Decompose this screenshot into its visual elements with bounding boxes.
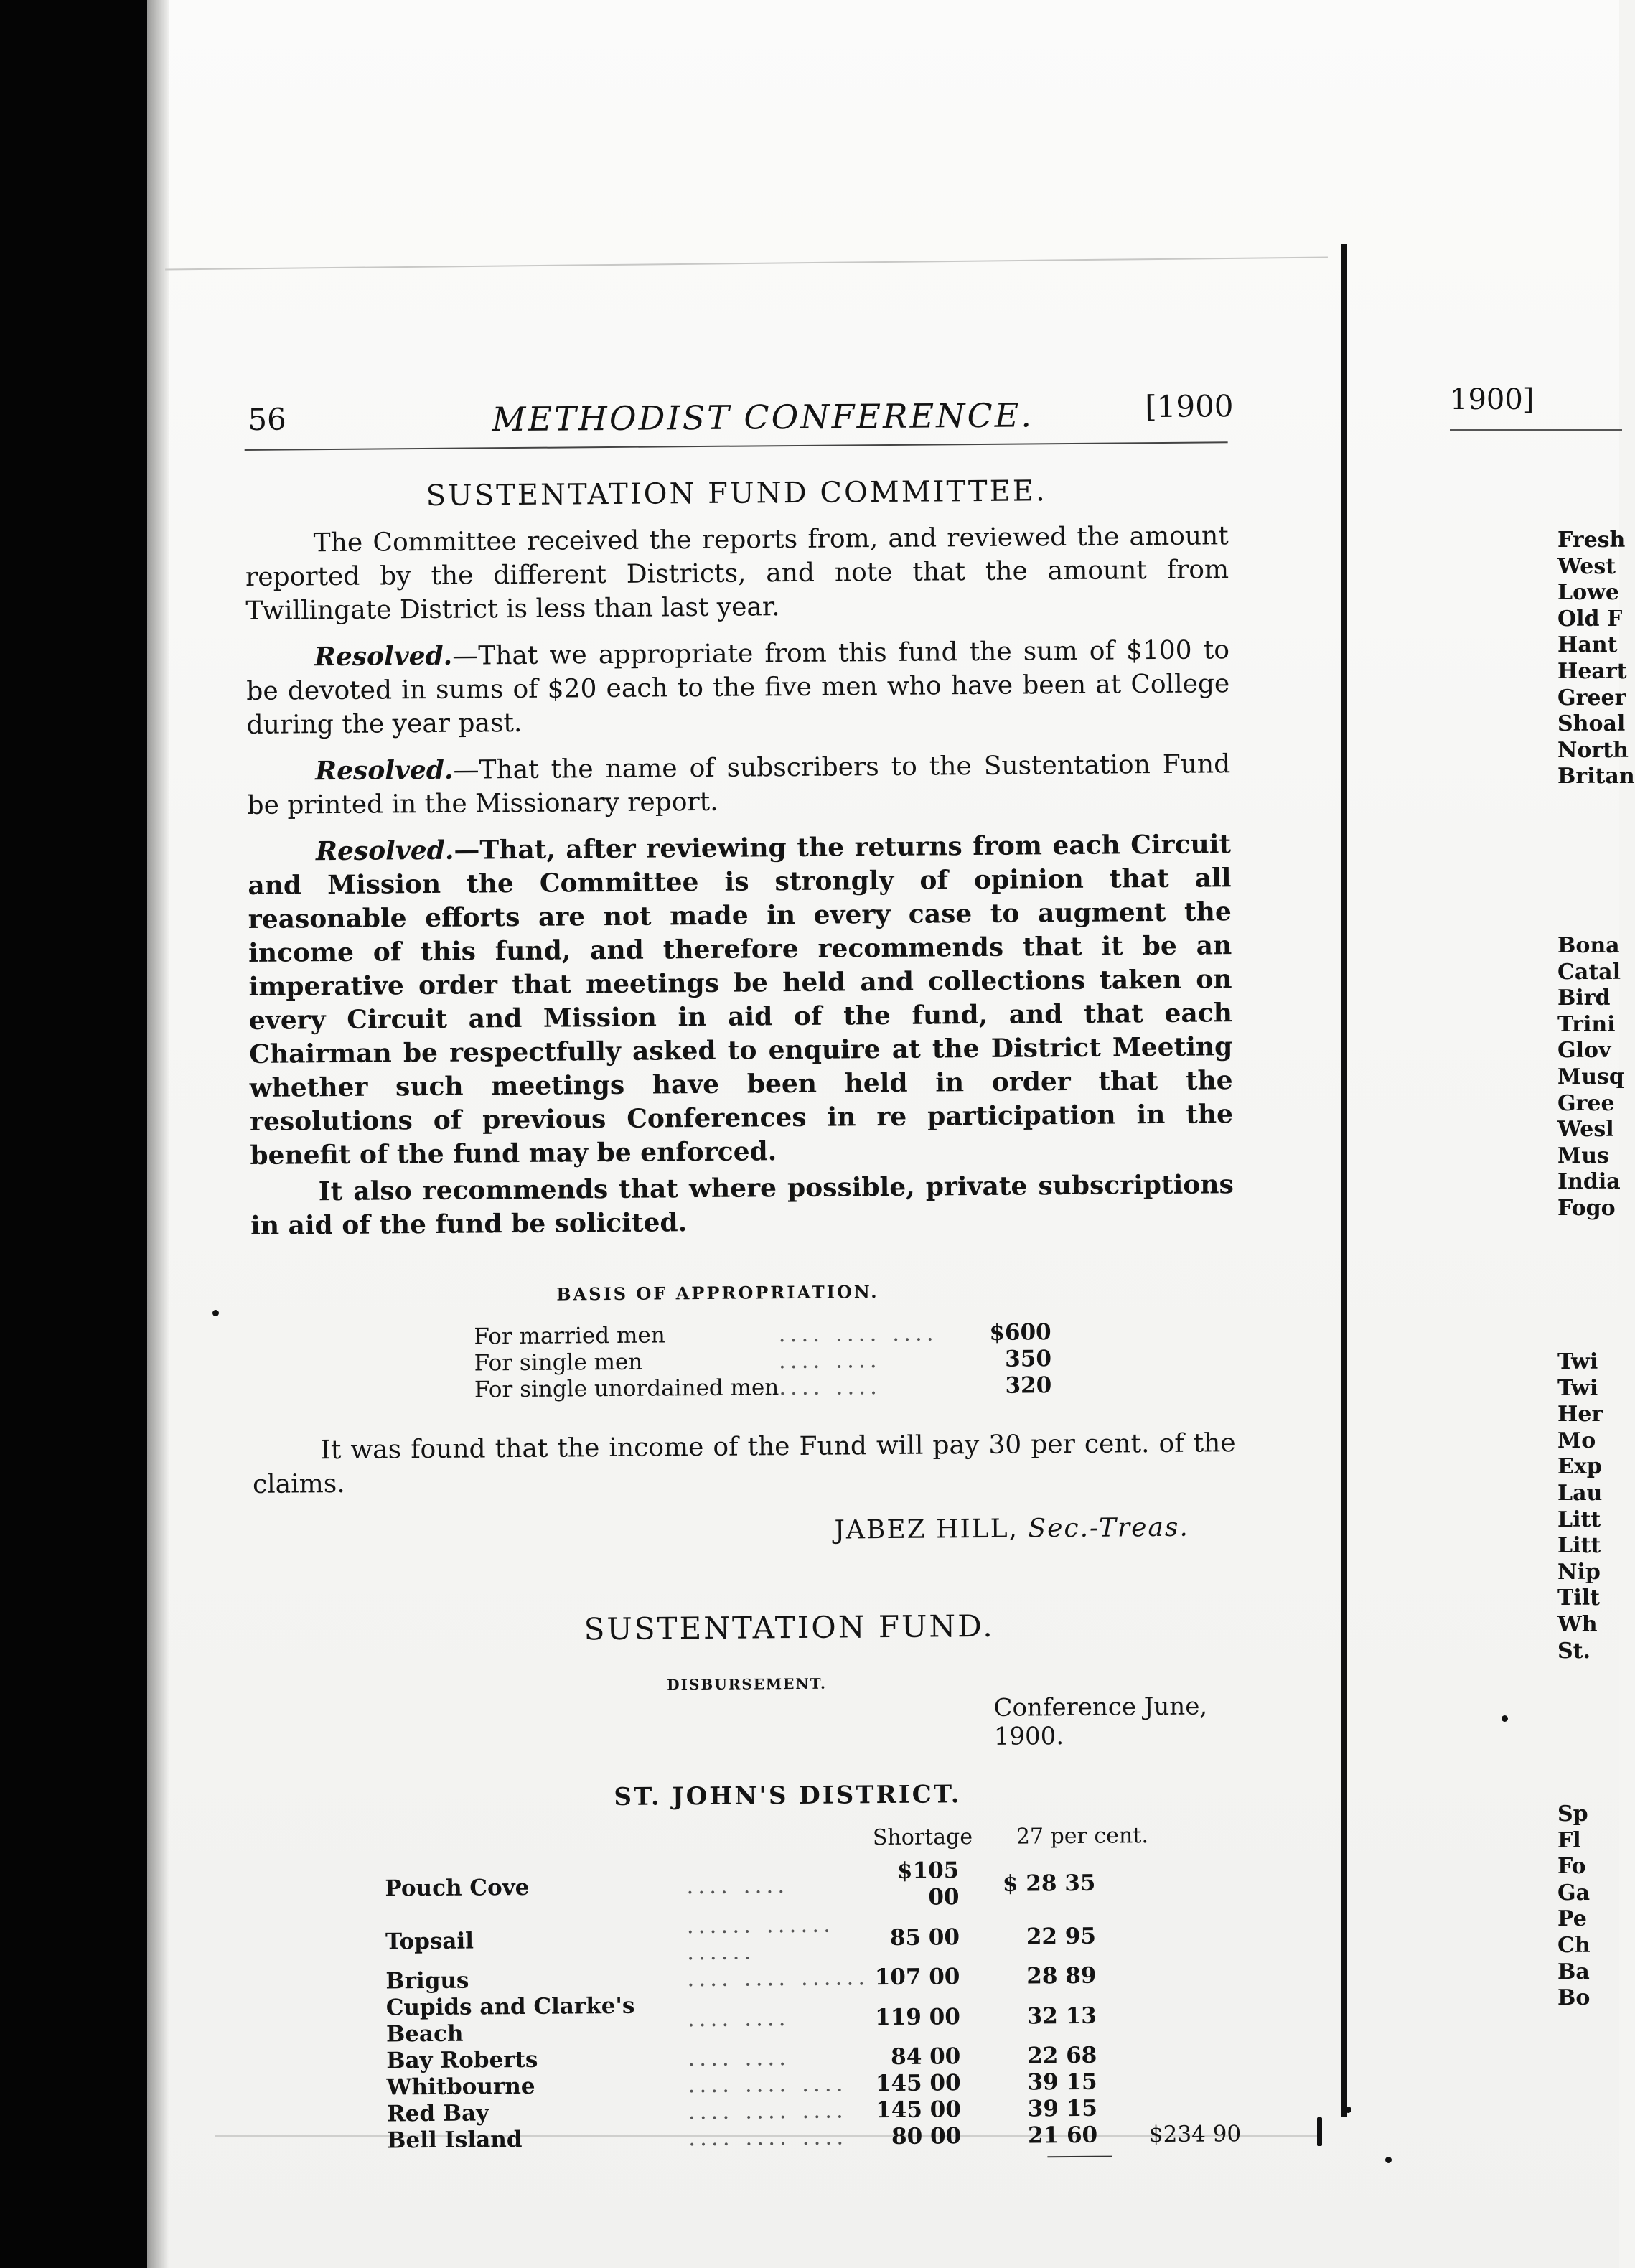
- district-total: [1097, 2094, 1241, 2122]
- percent-value: 22 95: [1026, 1923, 1097, 1950]
- right-list-item: Litt: [1557, 1533, 1601, 1559]
- percent-value: 32 13: [1026, 2002, 1097, 2030]
- right-list-item: Twi: [1557, 1349, 1598, 1374]
- speck: [1502, 1715, 1508, 1722]
- district-total: [1096, 1962, 1240, 1990]
- solicit-paragraph: It also recommends that where possible, private subscriptions in aid of the fund be solicited.: [250, 1169, 1234, 1241]
- right-list-item: Musq: [1557, 1064, 1624, 1090]
- shortage-value: 84 00: [891, 2043, 961, 2070]
- right-list-item: Gree: [1557, 1090, 1615, 1116]
- disbursement-label: DISBURSEMENT.: [667, 1674, 828, 1694]
- resolution-1-text: —That we appropriate from this fund the sum of $100 to be devoted in sums of $20 each to the five men who have been at College during the year past.: [246, 635, 1230, 740]
- shortage-value: 107 00: [874, 1964, 960, 1991]
- income-finding: It was found that the income of the Fund will pay 30 per cent. of the claims.: [252, 1428, 1236, 1499]
- right-list-item: Bona: [1557, 933, 1620, 958]
- resolved-label: Resolved.: [315, 835, 454, 867]
- percent-value: 22 68: [1027, 2042, 1097, 2069]
- right-list-group-1: [1557, 528, 1635, 790]
- right-list-item: Shoal: [1557, 711, 1626, 737]
- leader-dots: .... ....: [778, 1347, 881, 1374]
- leader-dots: .... ....: [779, 1374, 882, 1401]
- leader-dots: .... .... ....: [778, 1320, 938, 1348]
- resolved-label: Resolved.: [315, 754, 454, 787]
- shortage-value: $105 00: [896, 1857, 960, 1911]
- running-year: [1900: [1145, 388, 1234, 425]
- right-list-item: Her: [1557, 1402, 1603, 1428]
- district-total: [1095, 1855, 1240, 1910]
- right-list-item: Exp: [1557, 1454, 1602, 1480]
- right-list-item: Fl: [1557, 1827, 1581, 1853]
- circuit-name: Brigus: [385, 1967, 469, 1995]
- district-total: [1096, 1908, 1240, 1963]
- shortage-value: 145 00: [875, 2070, 961, 2097]
- table-row: [385, 1908, 1240, 1968]
- right-page-year: 1900]: [1450, 383, 1535, 416]
- right-list-item: India: [1557, 1169, 1621, 1195]
- circuit-name: Whitbourne: [386, 2073, 535, 2101]
- basis-amount: 320: [1005, 1372, 1052, 1399]
- district-total: [1097, 1988, 1241, 2043]
- district-title: ST. JOHN'S DISTRICT.: [614, 1780, 962, 1812]
- right-list-item: St.: [1557, 1638, 1591, 1664]
- conference-date: Conference June, 1900.: [993, 1692, 1208, 1751]
- right-list-item: North: [1557, 737, 1629, 763]
- leader-dots: .... ....: [687, 2005, 790, 2032]
- right-list-item: West: [1557, 553, 1616, 579]
- signature-role: Sec.-Treas.: [1028, 1512, 1189, 1544]
- right-list-item: Nip: [1557, 1559, 1601, 1585]
- right-list-item: Fresh: [1557, 528, 1626, 553]
- fund-title: SUSTENTATION FUND.: [584, 1608, 995, 1647]
- leader-dots: .... .... ....: [688, 2071, 848, 2099]
- right-list-item: Lau: [1557, 1480, 1603, 1506]
- circuit-name: Cupids and Clarke's Beach: [385, 1992, 635, 2048]
- basis-row: [474, 1319, 1051, 1350]
- basis-amount: 350: [1005, 1346, 1052, 1372]
- leader-dots: .... ....: [686, 1872, 790, 1899]
- circuit-name: Bell Island: [387, 2127, 523, 2154]
- speck: [1317, 2117, 1322, 2146]
- percent-value: $ 28 35: [1002, 1870, 1096, 1897]
- leader-dots: ...... ...... ......: [686, 1911, 835, 1966]
- right-list-item: Fo: [1557, 1854, 1586, 1880]
- scan-left-edge: [0, 0, 147, 2268]
- right-list-item: Hant: [1557, 632, 1618, 658]
- book-gutter: [1341, 244, 1347, 2117]
- percent-value: 39 15: [1027, 2095, 1098, 2122]
- col-shortage: Shortage: [872, 1824, 973, 1851]
- basis-row: [474, 1346, 1052, 1377]
- right-page-fragment: [1364, 373, 1635, 2139]
- resolution-3: [248, 828, 1234, 1173]
- shortage-value: 80 00: [891, 2123, 962, 2150]
- percent-value: 21 60: [1027, 2122, 1098, 2149]
- speck: [1385, 2157, 1392, 2163]
- left-page-content: [244, 380, 1262, 2164]
- leader-dots: .... ....: [688, 2045, 791, 2072]
- circuit-name: Red Bay: [386, 2100, 489, 2127]
- right-list-item: Ch: [1557, 1932, 1591, 1958]
- basis-amount: $600: [989, 1319, 1051, 1346]
- right-list-group-3: [1557, 1349, 1603, 1664]
- right-list-item: Mo: [1557, 1428, 1596, 1453]
- basis-label: For single unordained men: [474, 1374, 779, 1403]
- district-total: [1097, 2068, 1240, 2096]
- speck: [212, 1310, 219, 1316]
- right-list-item: Ba: [1557, 1959, 1590, 1985]
- resolution-2-text: —That the name of subscribers to the Sustentation Fund be printed in the Missionary report.: [247, 749, 1231, 820]
- resolution-3-text: —That, after reviewing the returns from each Circuit and Mission the Committee is strongly of opinion that all reasonable efforts are not made in every case to augment the income of this fund, and therefore recommends that it be an imperative order that meetings be held and collections taken on every Circuit and Mission in aid of the fund, and that each Chairman be respectfully asked to enquire at the District Meeting whether such meetings have been held in order that the resolutions of previous Conferences in re participation in the benefit of the fund may be enforced.: [248, 829, 1234, 1171]
- resolution-1: [246, 633, 1230, 742]
- basis-title: BASIS OF APPROPRIATION.: [556, 1281, 879, 1305]
- right-list-item: Bird: [1557, 985, 1611, 1011]
- right-list-item: Fogo: [1557, 1195, 1616, 1221]
- resolved-label: Resolved.: [314, 640, 453, 673]
- right-list-item: Lowe: [1557, 580, 1620, 606]
- percent-value: 28 89: [1026, 1962, 1097, 1990]
- right-list-item: Wesl: [1557, 1117, 1614, 1143]
- shortage-value: 145 00: [876, 2096, 962, 2124]
- right-list-item: Pe: [1557, 1906, 1587, 1932]
- right-list-item: Sp: [1557, 1801, 1588, 1827]
- running-title: METHODIST CONFERENCE.: [492, 395, 1034, 439]
- right-list-item: Wh: [1557, 1611, 1598, 1637]
- basis-row: [474, 1372, 1052, 1403]
- right-list-item: Twi: [1557, 1375, 1598, 1401]
- shortage-value: 85 00: [889, 1923, 960, 1951]
- right-list-item: Tilt: [1557, 1585, 1600, 1611]
- resolution-2: [247, 747, 1231, 823]
- running-head: [244, 380, 1250, 445]
- right-list-group-2: [1557, 933, 1624, 1222]
- committee-intro: The Committee received the reports from, and reviewed the amount reported by the different Districts, and note that the amount from Twillingate District is less than last year.: [245, 521, 1229, 626]
- right-list-item: Trini: [1557, 1011, 1616, 1037]
- scan-edge-shadow: [147, 0, 169, 2268]
- circuit-name: Pouch Cove: [385, 1874, 530, 1902]
- right-list-item: Old F: [1557, 606, 1623, 632]
- right-page-rule: [1450, 429, 1622, 431]
- right-list-item: Litt: [1557, 1506, 1601, 1532]
- percent-value: 39 15: [1027, 2068, 1097, 2096]
- right-list-item: Heart: [1557, 658, 1627, 684]
- district-total: [1097, 2041, 1240, 2069]
- right-list-item: Catal: [1557, 959, 1621, 985]
- page-number: 56: [248, 401, 286, 437]
- right-list-item: Bo: [1557, 1985, 1591, 2011]
- right-list-group-4: [1557, 1801, 1591, 2012]
- leader-dots: .... .... ....: [688, 2097, 848, 2125]
- leader-dots: .... .... ......: [687, 1964, 870, 1992]
- basis-label: For single men: [474, 1349, 643, 1377]
- speck: [1345, 2107, 1351, 2113]
- column-headers: [256, 1822, 1260, 1859]
- district-total: $234 90: [1148, 2121, 1242, 2148]
- leader-dots: .... .... ....: [688, 2124, 848, 2152]
- district-table: [385, 1855, 1241, 2154]
- right-list-item: Britan: [1557, 764, 1635, 789]
- circuit-name: Topsail: [385, 1928, 474, 1955]
- circuit-name: Bay Roberts: [386, 2046, 538, 2074]
- basis-table: [474, 1319, 1051, 1403]
- col-percent: 27 per cent.: [1016, 1823, 1149, 1850]
- table-row: [386, 1988, 1241, 2048]
- committee-title: SUSTENTATION FUND COMMITTEE.: [426, 474, 1047, 513]
- table-row: [385, 1855, 1240, 1915]
- right-list-item: Mus: [1557, 1143, 1609, 1168]
- table-row: [387, 2121, 1241, 2154]
- right-list-item: Greer: [1557, 685, 1626, 711]
- right-list-item: Glov: [1557, 1038, 1611, 1064]
- signature-name: JABEZ HILL,: [834, 1514, 1019, 1545]
- shortage-value: 119 00: [875, 2003, 960, 2030]
- right-list-item: Ga: [1557, 1880, 1591, 1906]
- signature: [834, 1512, 1257, 1545]
- basis-label: For married men: [474, 1322, 665, 1350]
